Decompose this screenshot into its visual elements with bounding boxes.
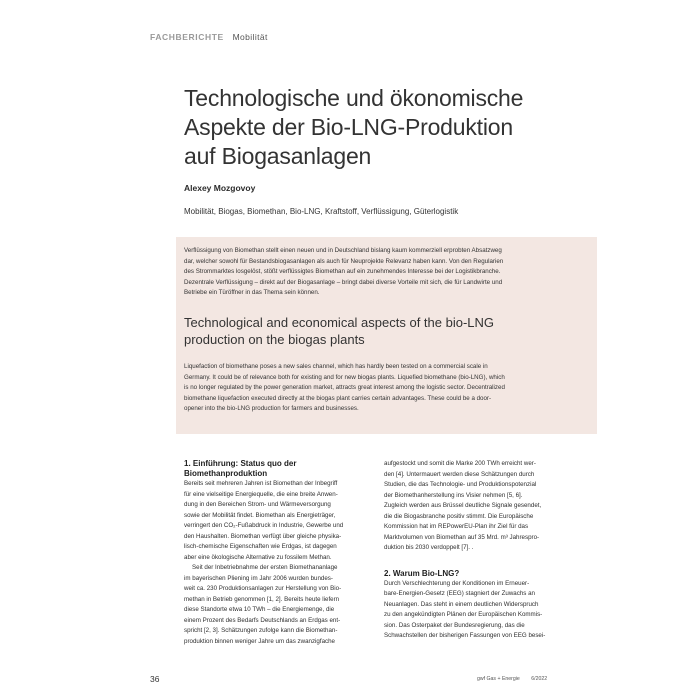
english-title	[184, 314, 589, 348]
body-line: einem Prozent des Bedarfs Deutschlands an Erdgas ent-	[184, 616, 341, 624]
abstract-line: Betriebe ein Türöffner in das Thema sein können.	[184, 289, 320, 296]
title-line: Aspekte der Bio-LNG-Produktion	[184, 114, 513, 140]
body-line: aber eine ökologische Alternative zu fossilem Methan.	[184, 553, 332, 561]
body-line: der Biomethanherstellung ins Visier nehmen [5, 6].	[384, 491, 523, 499]
body-line: Schwachstellen der bisherigen Fassungen von EEG besei-	[384, 632, 546, 639]
abstract-line: dar, welcher sowohl für Bestandsbiogasanlagen als auch für Neuprojekte Relevanz haben kann. Von den Regularien	[184, 257, 504, 265]
heading-line: 1. Einführung: Status quo der	[184, 459, 297, 468]
body-line: Neuanlagen. Das steht in einem deutlichen Widerspruch	[384, 600, 539, 608]
abstract-german	[184, 246, 589, 299]
abstract-line: Verflüssigung von Biomethan stellt einen neuen und in Deutschland bislang kaum kommerziell erprobten Absatzweg	[184, 247, 502, 254]
body-line: den Haushalten. Biomethan verfügt über gleiche physika-	[184, 532, 342, 540]
abstract-line: des Strommarktes losgelöst, stößt verflüssigtes Biomethan auf ein zunehmendes Interesse bei der Logistikbranche.	[184, 268, 501, 275]
body-line: im bayerischen Pliening im Jahr 2006 wurden bundes-	[184, 574, 333, 582]
body-line: Studien, die das Technologie- und Produktionspotenzial	[384, 481, 537, 488]
body-line: duktion bis 2030 verdoppelt [7]. .	[384, 544, 474, 551]
body-line: Seit der Inbetriebnahme der ersten Biomethananlage	[192, 564, 338, 571]
body-line: sion. Das Osterpaket der Bundesregierung, das die	[384, 621, 525, 629]
body-line: diese Standorte etwa 10 TWh – die Energiemenge, die	[184, 606, 335, 613]
body-line: lisch-chemische Eigenschaften wie Erdgas, ist dagegen	[184, 543, 337, 550]
article-title	[184, 84, 604, 171]
body-line: aufgestockt und somit die Marke 200 TWh erreicht wer-	[384, 460, 536, 467]
body-paragraph	[184, 563, 384, 647]
body-line: spricht [2, 3]. Schätzungen zufolge kann die Biomethan-	[184, 627, 338, 634]
body-line: für eine vielseitige Energiequelle, die eine breite Anwen-	[184, 490, 338, 498]
body-line: dung in den Bereichen Strom- und Wärmeversorgung	[184, 501, 331, 508]
issue-number: 6/2022	[531, 676, 548, 682]
running-header	[150, 32, 268, 42]
page-number: 36	[150, 674, 160, 684]
title-line: Technologische und ökonomische	[184, 85, 524, 111]
body-line: bare-Energien-Gesetz (EEG) stagniert der Zuwachs an	[384, 590, 535, 597]
abstract-line: Liquefaction of biomethane poses a new sales channel, which has hardly been tested on a commercial scale in	[184, 363, 488, 370]
abstract-line: Dezentrale Verflüssigung – direkt auf der Biogasanlage – bringt dabei diverse Vorteile mit sich, die für Landwirte und	[184, 278, 503, 286]
body-line: den [4]. Untermauert werden diese Schätzungen durch	[384, 470, 535, 478]
body-line: Zugleich werden aus Brüssel deutliche Signale gesendet,	[384, 502, 542, 509]
body-line: zu den angekündigten Plänen der Europäischen Kommis-	[384, 611, 543, 618]
english-title-line: Technological and economical aspects of the bio-LNG	[184, 315, 495, 330]
heading-line: Biomethanproduktion	[184, 469, 268, 478]
body-line: weit ca. 230 Produktionsanlagen zur Herstellung von Bio-	[184, 585, 342, 592]
body-paragraph	[384, 459, 584, 554]
body-column-right	[384, 459, 584, 642]
body-line: Marktvolumen von Biomethan auf 35 Mrd. m³ Jahrespro-	[384, 533, 540, 541]
abstract-line: biomethane liquefaction executed directly at the biogas plant carries certain advantages. These could be a door-	[184, 394, 492, 402]
body-column-left	[184, 459, 384, 647]
body-line: Kommission hat im REPowerEU-Plan ihr Ziel für das	[384, 523, 529, 530]
title-line: auf Biogasanlagen	[184, 143, 372, 169]
body-paragraph	[384, 579, 584, 642]
body-line: Bereits seit mehreren Jahren ist Biomethan der Inbegriff	[184, 480, 338, 487]
body-paragraph	[184, 479, 384, 563]
abstract-line: Germany. It could be of relevance both for existing and for new biogas plants. Liquefied biomethane (bio-LNG), which	[184, 373, 505, 381]
abstract-line: is no longer regulated by the power generation market, attracts great interest among the logistic sector. Decentralized	[184, 384, 505, 391]
body-line: produktion binnen weniger Jahre um das zwanzigfache	[184, 637, 335, 645]
abstract-english	[184, 362, 589, 415]
magazine-name: gwf Gas + Energie	[477, 676, 520, 682]
author-name: Alexey Mozgovoy	[184, 183, 256, 193]
body-line: verringert den CO₂-Fußabdruck in Industrie, Gewerbe und	[184, 522, 344, 529]
section-label: FACHBERICHTE	[150, 32, 224, 42]
body-line: die die Biogasbranche positiv stimmt. Die Europäische	[384, 512, 534, 520]
section-heading	[184, 459, 384, 479]
category-label: Mobilität	[232, 32, 268, 42]
footer-info	[477, 676, 547, 682]
body-line: methan in Betrieb genommen [1, 2]. Bereits heute liefern	[184, 595, 340, 603]
english-title-line: production on the biogas plants	[184, 332, 365, 347]
keywords: Mobilität, Biogas, Biomethan, Bio-LNG, Kraftstoff, Verflüssigung, Güterlogistik	[184, 207, 459, 216]
body-line: Durch Verschlechterung der Konditionen im Erneuer-	[384, 579, 530, 587]
section-heading: 2. Warum Bio-LNG?	[384, 568, 460, 578]
body-line: sowie der Mobilität findet. Biomethan als Energieträger,	[184, 511, 336, 519]
abstract-line: opener into the bio-LNG production for farmers and businesses.	[184, 405, 359, 412]
